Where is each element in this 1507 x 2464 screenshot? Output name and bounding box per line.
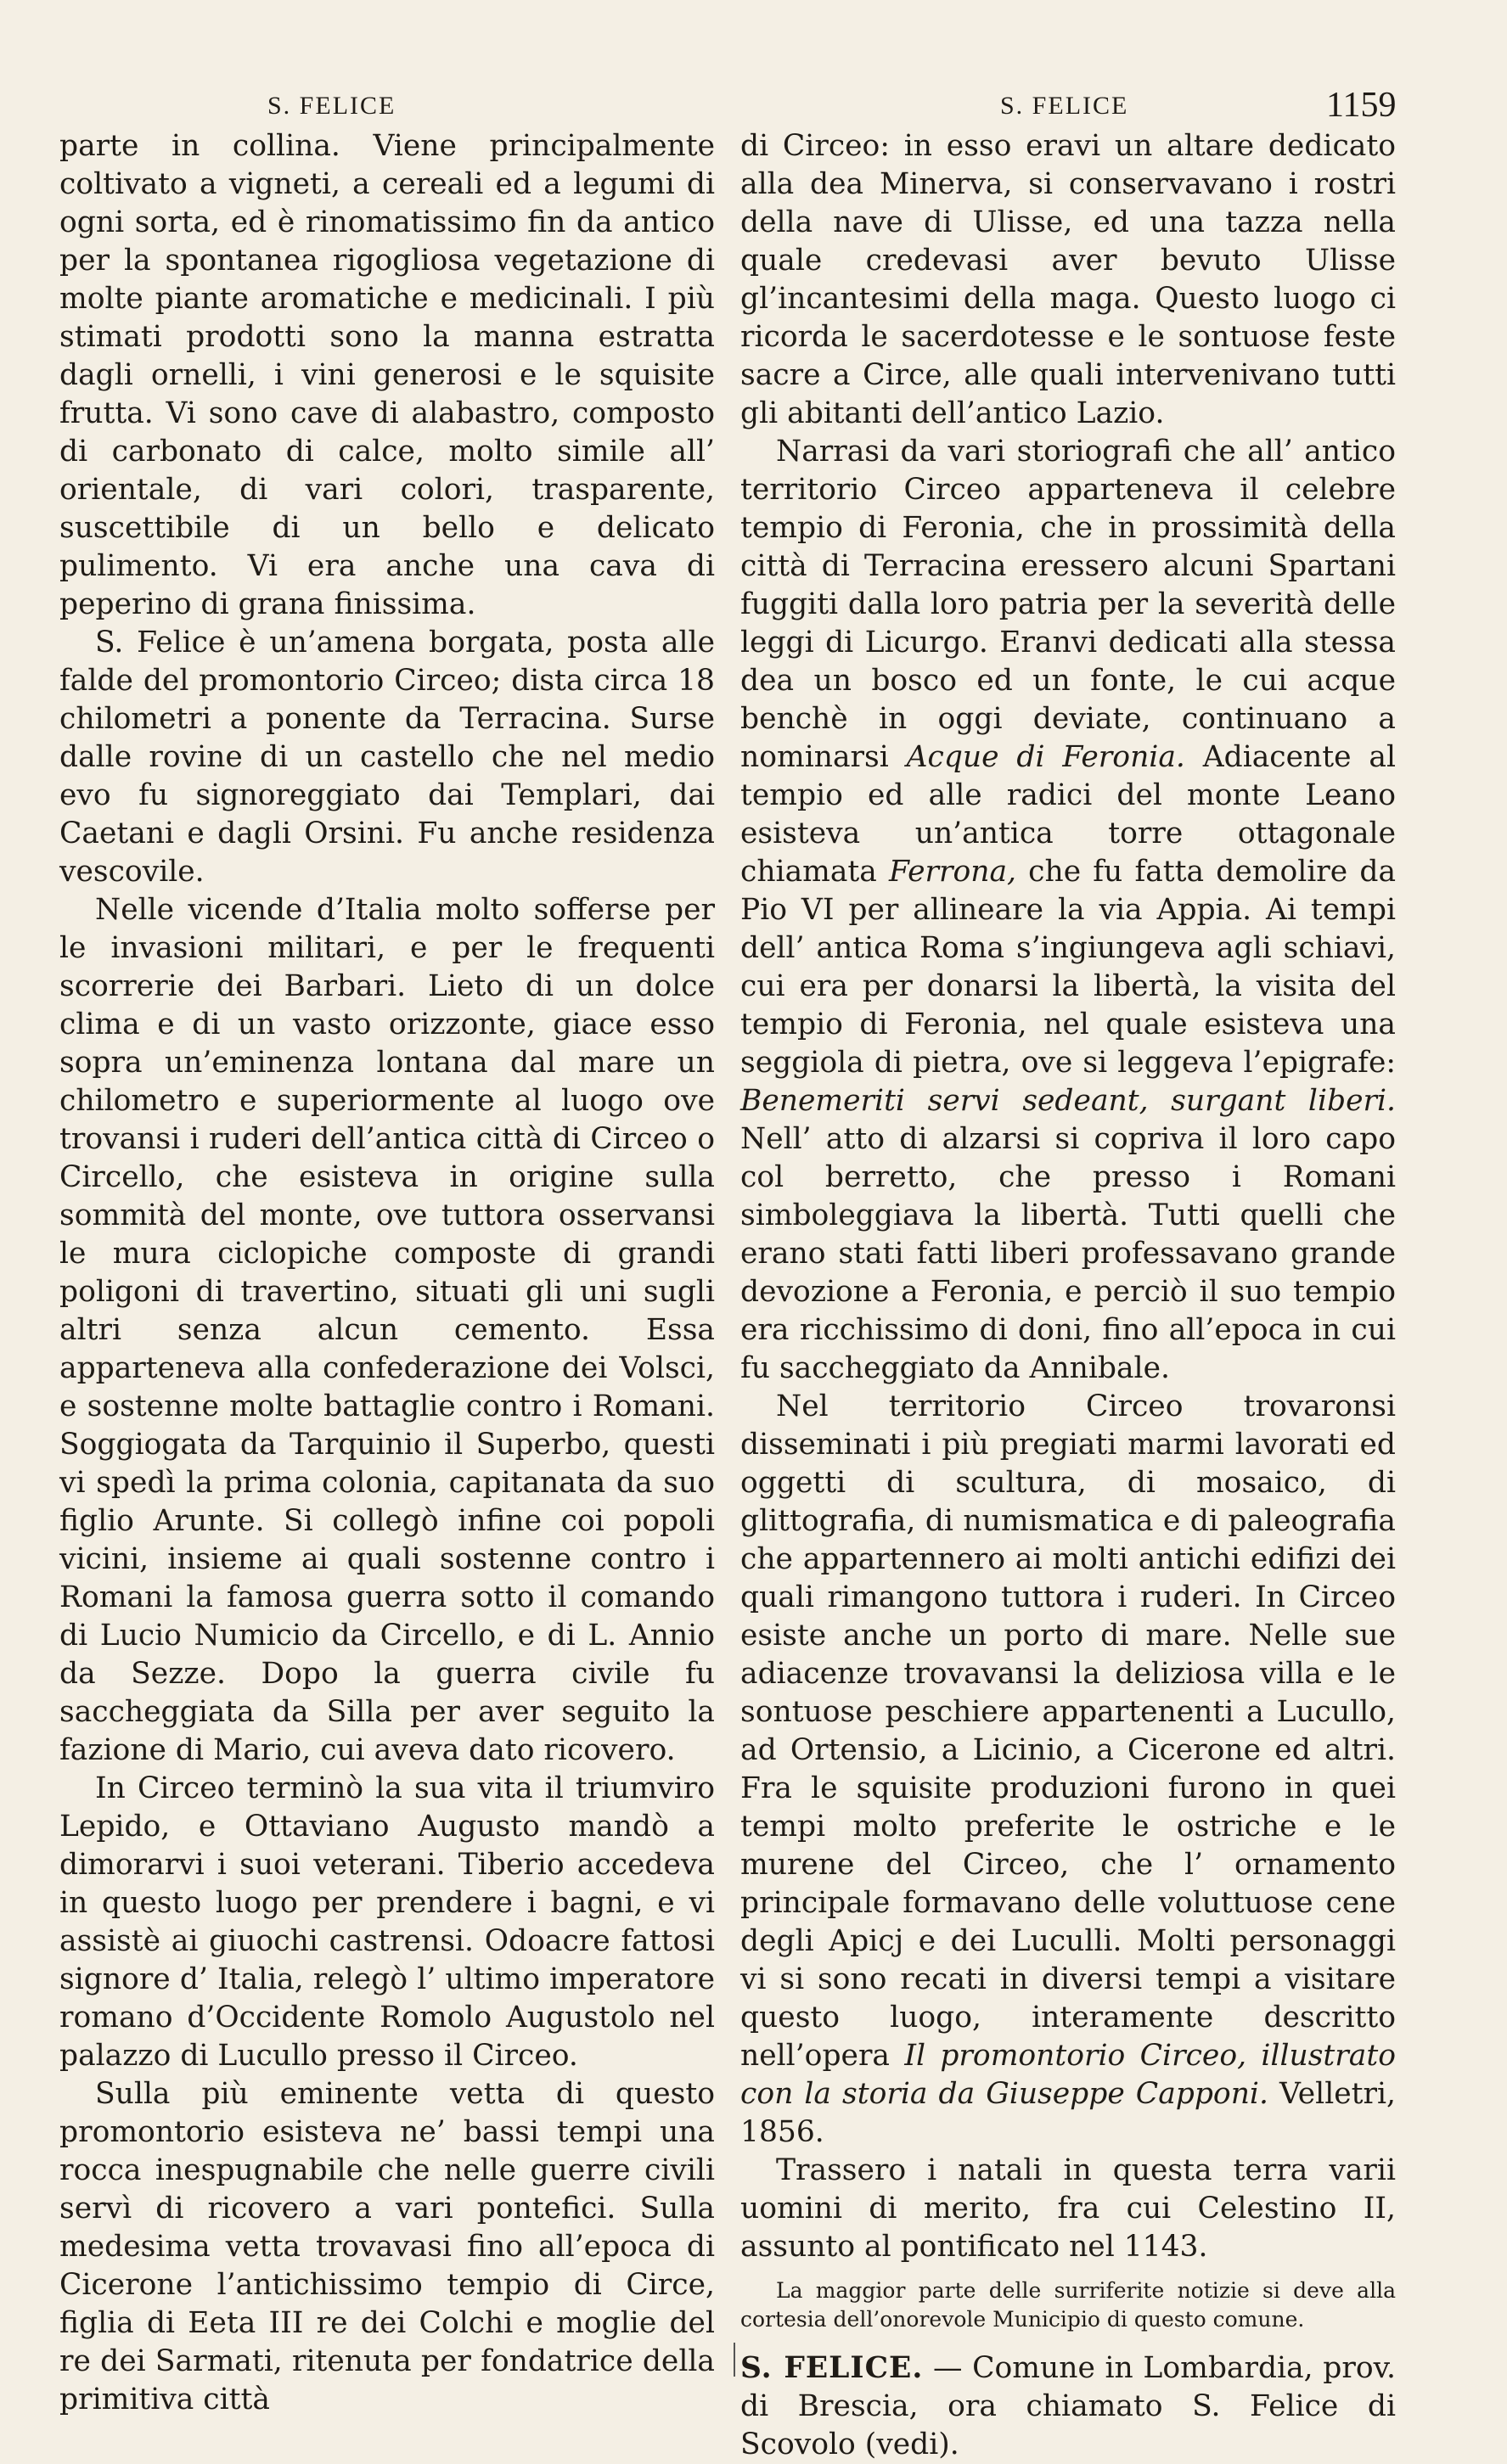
italic-work-title: Il promontorio Circeo, illustrato con la storia da Giuseppe Capponi. <box>740 2039 1396 2111</box>
paragraph: di Circeo: in esso eravi un altare dedicato alla dea Minerva, si conservavano i rostri della nave di Ulisse, ed una tazza nella quale credevasi aver bevuto Ulisse gl’incantesimi della maga. Questo luogo ci ricorda le sacerdotesse e le sontuose feste sacre a Circe, alle quali intervenivano tutti gli abitanti dell’antico Lazio. <box>740 129 1396 430</box>
paragraph: S. Felice è un’amena borgata, posta alle falde del promontorio Circeo; dista circa 18 chilometri a ponente da Terracina. Surse dalle rovine di un castello che nel medio evo fu signoreggiato dai Templari, dai Caetani e dagli Orsini. Fu anche residenza vescovile. <box>59 626 715 889</box>
text-run: Nel territorio Circeo trovaronsi disseminati i più pregiati marmi lavorati ed oggetti di scultura, di mosaico, di glittografia, di numismatica e di paleografia che appartennero ai molti antichi edifizi dei quali rimangono tuttora i ruderi. In Circeo esiste anche un porto di mare. Nelle sue adiacenze trovavansi la deliziosa villa e le sontuose peschiere appartenenti a Lucullo, ad Ortensio, a Licinio, a Cicerone ed altri. Fra le squisite produzioni furono in quei tempi molto preferite le ostriche e le murene del Circeo, che l’ ornamento principale formavano delle voluttuose cene degli Apicj e dei Luculli. Molti personaggi vi si sono recati in diversi tempi a visitare questo luogo, interamente descritto nell’opera <box>740 1389 1396 2073</box>
paragraph-feronia <box>740 433 1396 1388</box>
paragraph: In Circeo terminò la sua vita il triumviro Lepido, e Ottaviano Augusto mandò a dimorarvi i suoi veterani. Tiberio accedeva in questo luogo per prendere i bagni, e vi assistè ai giuochi castrensi. Odoacre fattosi signore d’ Italia, relegò l’ ultimo imperatore romano d’Occidente Romolo Augustolo nel palazzo di Lucullo presso il Circeo. <box>59 1771 715 2073</box>
paragraph: Trassero i natali in questa terra varii uomini di merito, fra cui Celestino II, assunto al pontificato nel 1143. <box>740 2153 1396 2264</box>
running-head-left: S. FELICE <box>267 92 396 120</box>
paragraph-territory <box>740 1388 1396 2152</box>
paragraph: Nelle vicende d’Italia molto sofferse per le invasioni militari, e per le frequenti scorrerie dei Barbari. Lieto di un dolce clima e di un vasto orizzonte, giace esso sopra un’eminenza lontana dal mare un chilometro e superiormente al luogo ove trovansi i ruderi dell’antica città di Circeo o Circello, che esisteva in origine sulla sommità del monte, ove tuttora osservansi le mura ciclopiche composte di grandi poligoni di travertino, situati gli uni sugli altri senza alcun cemento. Essa apparteneva alla confederazione dei Volsci, e sostenne molte battaglie contro i Romani. Soggiogata da Tarquinio il Superbo, questi vi spedì la prima colonia, capitanata da suo figlio Arunte. Si collegò infine coi popoli vicini, insieme ai quali sostenne contro i Romani la famosa guerra sotto il comando di Lucio Numicio da Circello, e di L. Annio da Sezze. Dopo la guerra civile fu saccheggiata da Silla per aver seguito la fazione di Mario, cui aveva dato ricovero. <box>59 893 715 1767</box>
text-run: Velletri, 1856. <box>740 2077 1396 2149</box>
entry-text: — Comune in Lombardia, prov. di Brescia, ora chiamato S. Felice di Scovolo (vedi). <box>740 2351 1396 2461</box>
italic-name: Ferrona, <box>889 855 1017 889</box>
column-rule-mark <box>734 2343 735 2377</box>
italic-title: Acque di Feronia. <box>906 740 1185 774</box>
text-run: Nell’ atto di alzarsi si copriva il loro capo col berretto, che presso i Romani simboleggiava la libertà. Tutti quelli che erano stati fatti liberi professavano grande devozione a Feronia, e perciò il suo tempio era ricchissimo di doni, fino all’epoca in cui fu saccheggiato da Annibale. <box>740 1122 1396 1385</box>
footnote: La maggior parte delle surriferite notizie si deve alla cortesia dell’onorevole Municipio di questo comune. <box>740 2278 1396 2332</box>
text-run: Narrasi da vari storiografi che all’ antico territorio Circeo apparteneva il celebre tempio di Feronia, che in prossimità della città di Terracina eressero alcuni Spartani fuggiti dalla loro patria per la severità delle leggi di Licurgo. Eranvi dedicati alla stessa dea un bosco ed un fonte, le cui acque benchè in oggi deviate, continuano a nominarsi <box>740 435 1396 774</box>
entry-lemma: S. FELICE. <box>740 2351 924 2385</box>
italic-epigraph: Benemeriti servi sedeant, surgant liberi. <box>740 1084 1396 1118</box>
left-column <box>59 127 715 2419</box>
entry-s-felice-lombardia <box>740 2349 1396 2464</box>
text-run: Adiacente al tempio ed alle radici del monte Leano esisteva un’antica torre ottagonale chiamata <box>740 740 1396 889</box>
page-number: 1159 <box>1326 86 1397 125</box>
paragraph: Sulla più eminente vetta di questo promontorio esisteva ne’ bassi tempi una rocca inespugnabile che nelle guerre civili servì di ricovero a vari pontefici. Sulla medesima vetta trovavasi fino all’epoca di Cicerone l’antichissimo tempio di Circe, figlia di Eeta III re dei Colchi e moglie del re dei Sarmati, ritenuta per fondatrice della primitiva città <box>59 2077 715 2416</box>
paragraph: parte in collina. Viene principalmente coltivato a vigneti, a cereali ed a legumi di ogni sorta, ed è rinomatissimo fin da antico per la spontanea rigogliosa vegetazione di molte piante aromatiche e medicinali. I più stimati prodotti sono la manna estratta dagli ornelli, i vini generosi e le squisite frutta. Vi sono cave di alabastro, composto di carbonato di calce, molto simile all’ orientale, di vari colori, trasparente, suscettibile di un bello e delicato pulimento. Vi era anche una cava di peperino di grana finissima. <box>59 129 715 621</box>
text-run: che fu fatta demolire da Pio VI per allineare la via Appia. Ai tempi dell’ antica Roma s’ingiungeva agli schiavi, cui era per donarsi la libertà, la visita del tempio di Feronia, nel quale esisteva una seggiola di pietra, ove si leggeva l’epigrafe: <box>740 855 1397 1080</box>
running-head-right: S. FELICE <box>1000 92 1129 120</box>
right-column <box>740 127 1396 2464</box>
